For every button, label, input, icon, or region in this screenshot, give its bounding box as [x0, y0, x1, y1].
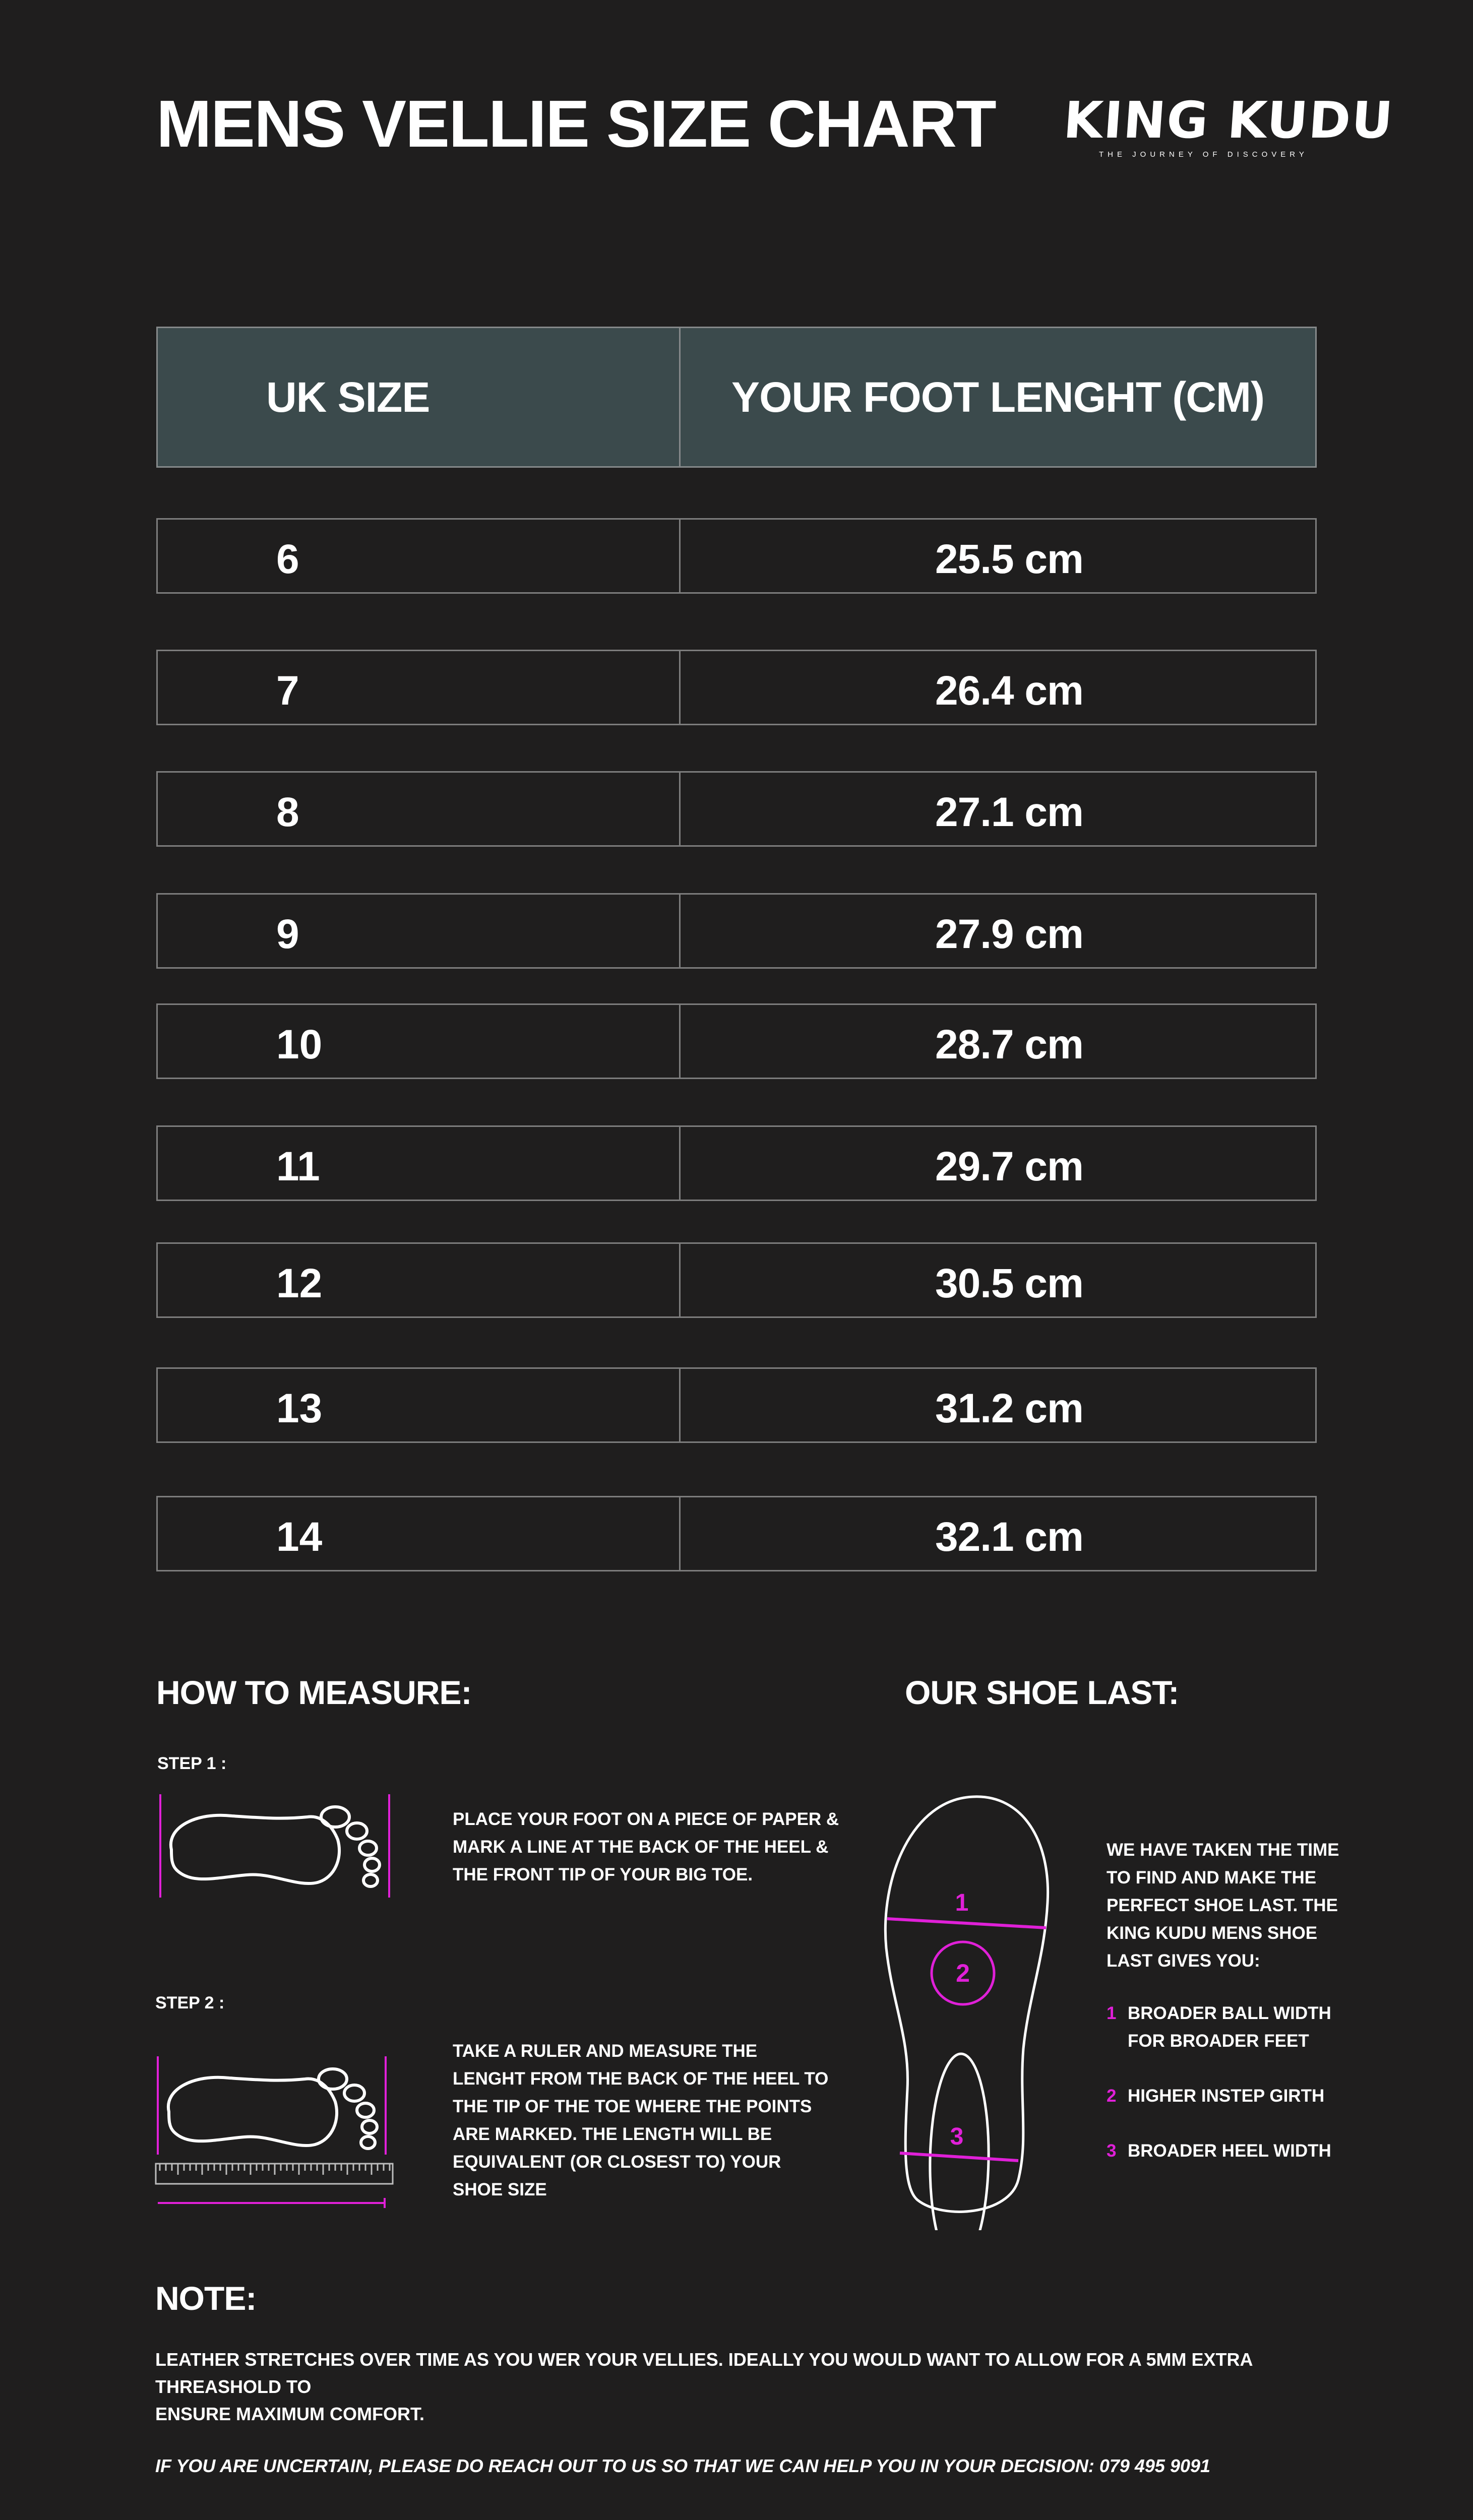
- table-row: [156, 1242, 1317, 1318]
- intro-line: KING KUDU MENS SHOE: [1107, 1923, 1318, 1943]
- feature-2: [1107, 2082, 1324, 2110]
- step1-line: THE FRONT TIP OF YOUR BIG TOE.: [453, 1865, 753, 1884]
- feature-number: 1: [1107, 2003, 1117, 2023]
- length-cell: 28.7 cm: [935, 1022, 1083, 1067]
- step1-line: PLACE YOUR FOOT ON A PIECE OF PAPER &: [453, 1809, 839, 1829]
- header-foot-length: YOUR FOOT LENGHT (CM): [731, 373, 1264, 421]
- foot-ruler-icon: [154, 2054, 396, 2215]
- foot-outline-icon: [156, 1792, 398, 1903]
- feature-3: [1107, 2137, 1331, 2165]
- feature-number: 2: [1107, 2086, 1117, 2106]
- table-row: [156, 1496, 1317, 1571]
- page-title: MENS VELLIE SIZE CHART: [156, 87, 996, 161]
- size-cell: 8: [158, 773, 681, 845]
- step2-line: SHOE SIZE: [453, 2180, 547, 2199]
- size-cell: 9: [158, 895, 681, 967]
- size-cell: 12: [158, 1244, 681, 1316]
- note-text: [155, 2346, 1325, 2428]
- table-row: [156, 1003, 1317, 1079]
- length-cell: 27.1 cm: [935, 789, 1083, 835]
- table-row: [156, 771, 1317, 847]
- note-heading: NOTE:: [155, 2280, 257, 2317]
- table-row: [156, 1367, 1317, 1443]
- feature-line: BROADER BALL WIDTH: [1128, 2003, 1331, 2023]
- table-row: [156, 893, 1317, 969]
- intro-line: WE HAVE TAKEN THE TIME: [1107, 1840, 1339, 1860]
- length-cell: 25.5 cm: [935, 536, 1083, 582]
- last-intro: [1107, 1836, 1339, 1975]
- feature-line: BROADER HEEL WIDTH: [1128, 2141, 1331, 2161]
- table-row: [156, 650, 1317, 725]
- length-cell: 30.5 cm: [935, 1261, 1083, 1306]
- size-table: [156, 327, 1317, 1560]
- logo-tagline: THE JOURNEY OF DISCOVERY: [1099, 150, 1308, 159]
- length-cell: 29.7 cm: [935, 1144, 1083, 1189]
- how-to-measure-heading: HOW TO MEASURE:: [156, 1674, 472, 1711]
- length-cell: 32.1 cm: [935, 1514, 1083, 1560]
- feature-line: HIGHER INSTEP GIRTH: [1128, 2086, 1325, 2106]
- intro-line: LAST GIVES YOU:: [1107, 1951, 1260, 1971]
- feature-1: [1107, 1999, 1331, 2055]
- logo-text: KING KUDU: [1061, 91, 1396, 150]
- marker-2: 2: [956, 1959, 970, 1987]
- step1-line: MARK A LINE AT THE BACK OF THE HEEL &: [453, 1837, 829, 1857]
- feature-number: 3: [1107, 2141, 1117, 2161]
- size-cell: 6: [158, 520, 681, 592]
- feature-line: FOR BROADER FEET: [1128, 2031, 1309, 2051]
- step2-line: TAKE A RULER AND MEASURE THE: [453, 2041, 758, 2061]
- shoe-last-icon: [877, 1787, 1079, 2230]
- length-cell: 27.9 cm: [935, 911, 1083, 957]
- contact-footer: IF YOU ARE UNCERTAIN, PLEASE DO REACH OUT TO US SO THAT WE CAN HELP YOU IN YOUR DECISION: 079 495 9091: [155, 2455, 1211, 2476]
- size-cell: 13: [158, 1369, 681, 1441]
- intro-line: PERFECT SHOE LAST. THE: [1107, 1896, 1338, 1915]
- note-line: ENSURE MAXIMUM COMFORT.: [155, 2404, 424, 2424]
- table-header: [156, 327, 1317, 468]
- step2-line: ARE MARKED. THE LENGTH WILL BE: [453, 2124, 772, 2144]
- shoe-last-heading: OUR SHOE LAST:: [905, 1674, 1179, 1711]
- note-line: LEATHER STRETCHES OVER TIME AS YOU WER YOUR VELLIES. IDEALLY YOU WOULD WANT TO ALLOW FOR A 5MM EXTRA THREASHOLD TO: [155, 2349, 1253, 2397]
- intro-line: TO FIND AND MAKE THE: [1107, 1868, 1317, 1887]
- table-row: [156, 518, 1317, 594]
- step2-line: THE TIP OF THE TOE WHERE THE POINTS: [453, 2097, 812, 2116]
- size-cell: 10: [158, 1005, 681, 1078]
- step2-line: EQUIVALENT (OR CLOSEST TO) YOUR: [453, 2152, 781, 2172]
- step2-text: [453, 2037, 828, 2203]
- step2-label: STEP 2 :: [155, 1993, 225, 2012]
- header-uk-size: UK SIZE: [158, 328, 681, 466]
- step1-label: STEP 1 :: [157, 1754, 227, 1773]
- size-cell: 7: [158, 651, 681, 724]
- marker-1: 1: [955, 1889, 969, 1916]
- marker-3: 3: [950, 2123, 964, 2150]
- step1-text: [453, 1805, 839, 1888]
- length-cell: 31.2 cm: [935, 1385, 1083, 1431]
- size-cell: 14: [158, 1497, 681, 1570]
- length-cell: 26.4 cm: [935, 668, 1083, 714]
- step2-line: LENGHT FROM THE BACK OF THE HEEL TO: [453, 2069, 829, 2089]
- size-cell: 11: [158, 1127, 681, 1200]
- brand-logo: [1061, 91, 1396, 166]
- table-row: [156, 1125, 1317, 1201]
